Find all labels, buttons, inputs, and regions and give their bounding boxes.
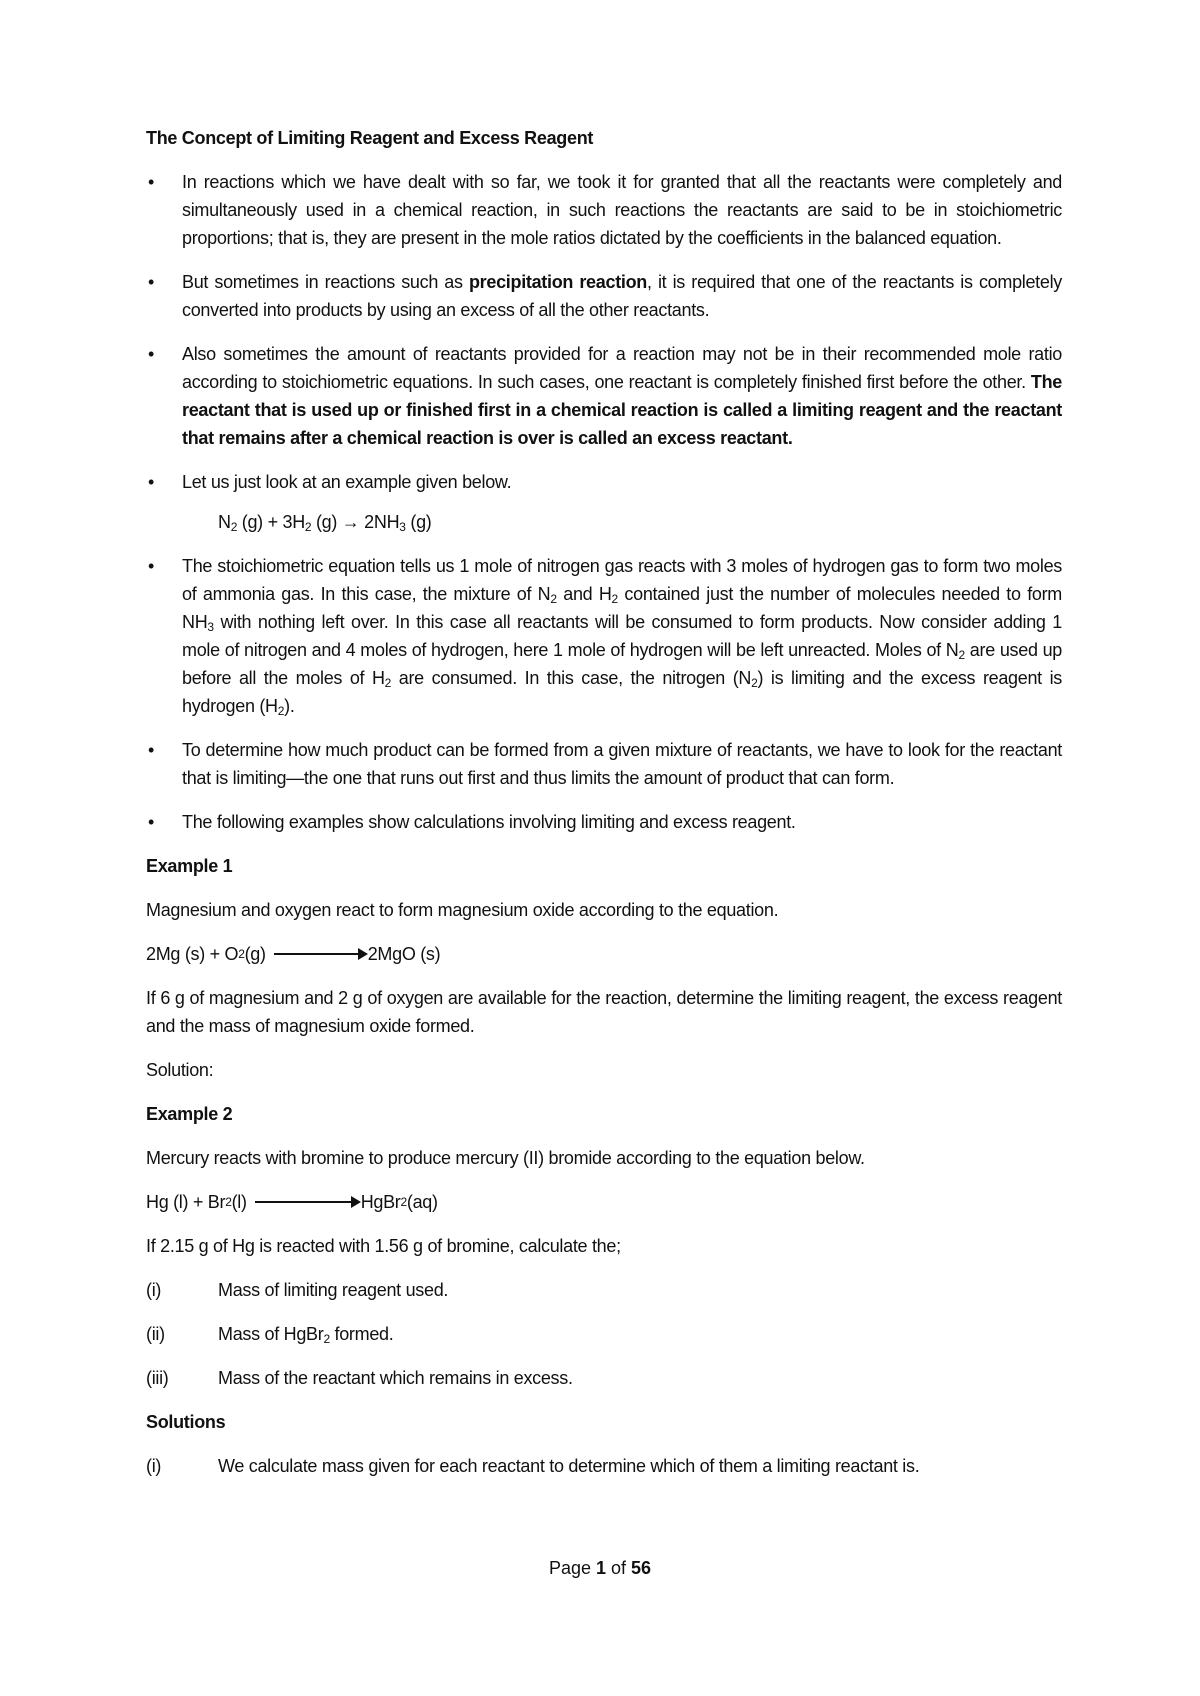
- bullet-text: contained just the number of molecules needed to form NH: [182, 584, 1062, 632]
- example-1-intro: Magnesium and oxygen react to form magnesium oxide according to the equation.: [146, 900, 779, 920]
- current-page-number: 1: [595, 1558, 606, 1578]
- bullet-text: Let us just look at an example given below.: [182, 472, 512, 492]
- bullet-text: , it is required that one of the reactants is completely converted into products by using an excess of all the other reactants.: [182, 272, 1062, 320]
- example-1-question: If 6 g of magnesium and 2 g of oxygen are available for the reaction, determine the limiting reagent, the excess reagent and the mass of magnesium oxide formed.: [146, 988, 1062, 1036]
- bullet-item: [146, 340, 1062, 452]
- bullet-text: To determine how much product can be formed from a given mixture of reactants, we have to look for the reactant that is limiting—the one that runs out first and thus limits the amount of product that can form.: [182, 740, 1062, 788]
- example-2-question: If 2.15 g of Hg is reacted with 1.56 g of bromine, calculate the;: [146, 1236, 621, 1256]
- item-text-part: formed.: [329, 1324, 394, 1344]
- definition-text: The reactant that is used up or finished first in a chemical reaction is called a limiting reagent and the reactant that remains after a chemical reaction is over is called an excess reactant.: [182, 372, 1062, 448]
- bullet-item: [146, 736, 1062, 792]
- example-1-solution-label: Solution:: [146, 1060, 214, 1080]
- equation-part: (g): [244, 944, 266, 964]
- footer-label: Page: [548, 1558, 596, 1578]
- item-number: (i): [146, 1456, 162, 1476]
- question-item: [146, 1276, 1062, 1304]
- equation-part: (g) + 3H: [237, 512, 305, 532]
- reaction-arrow-icon: [274, 953, 366, 955]
- solution-item: [146, 1452, 1062, 1480]
- section-title: The Concept of Limiting Reagent and Excess Reagent: [146, 128, 594, 148]
- item-text: Mass of the reactant which remains in excess.: [218, 1368, 573, 1388]
- total-pages: 56: [631, 1558, 652, 1578]
- subscript: 2: [958, 648, 965, 662]
- subscript: 2: [323, 1332, 330, 1346]
- item-number: (i): [146, 1280, 162, 1300]
- subscript: 2: [611, 592, 618, 606]
- item-number: (iii): [146, 1368, 169, 1388]
- reaction-arrow-icon: [255, 1201, 359, 1203]
- subscript: 2: [384, 676, 392, 690]
- bullet-text: ) is limiting and the excess reagent is hydrogen (H: [182, 668, 1062, 716]
- equation-part: 2MgO (s): [367, 944, 441, 964]
- subscript: 2: [230, 520, 238, 534]
- ammonia-equation: [146, 508, 1062, 536]
- bullet-item: [146, 808, 1062, 836]
- equation-part: (g): [405, 512, 432, 532]
- item-text-part: Mass of HgBr: [218, 1324, 324, 1344]
- bullet-text: But sometimes in reactions such as: [182, 272, 469, 292]
- equation-part: N: [218, 512, 231, 532]
- equation-part: (g) → 2NH: [311, 512, 400, 532]
- equation-part: HgBr: [360, 1192, 401, 1212]
- bullet-text: Also sometimes the amount of reactants provided for a reaction may not be in their recommended mole ratio according to stoichiometric equations. In such cases, one reactant is completely finished first before the other.: [182, 344, 1062, 392]
- bullet-text: are used up before all the moles of H: [182, 640, 1062, 688]
- example-1-heading: Example 1: [146, 856, 233, 876]
- item-text: Mass of limiting reagent used.: [218, 1280, 449, 1300]
- equation-part: Hg (l) + Br: [146, 1192, 226, 1212]
- item-text: [218, 1320, 393, 1348]
- bullet-glyph: •: [148, 344, 155, 364]
- bullet-glyph: •: [148, 556, 155, 576]
- mercury-equation: Hg (l) + Br 2 (l) HgBr 2 (aq): [146, 1188, 1062, 1216]
- equation-part: (l): [231, 1192, 247, 1212]
- bullet-text: ).: [284, 696, 295, 716]
- bullet-item: [146, 268, 1062, 324]
- bullet-text: with nothing left over. In this case all reactants will be consumed to form products. Now consider adding 1 mole of nitrogen and 4 moles of hydrogen, here 1 mole of hydrogen will be left unreacted. Moles of N: [182, 612, 1062, 660]
- footer-label: of: [606, 1558, 632, 1578]
- subscript: 2: [550, 592, 557, 606]
- concept-bullet-list: [146, 168, 1062, 496]
- bullet-glyph: •: [148, 272, 155, 292]
- bullet-glyph: •: [148, 172, 155, 192]
- bold-term: precipitation reaction: [468, 272, 647, 292]
- bullet-text: The stoichiometric equation tells us 1 mole of nitrogen gas reacts with 3 moles of hydrogen gas to form two moles of ammonia gas. In this case, the mixture of N: [182, 556, 1062, 604]
- equation-part: (aq): [406, 1192, 438, 1212]
- page-content: [146, 124, 1062, 1496]
- subscript: 3: [207, 620, 214, 634]
- bullet-glyph: •: [148, 812, 155, 832]
- item-number: (ii): [146, 1324, 165, 1344]
- solutions-heading: Solutions: [146, 1412, 226, 1432]
- bullet-text: In reactions which we have dealt with so far, we took it for granted that all the reactants were completely and simultaneously used in a chemical reaction, in such reactions the reactants are said to be in stoichiometric proportions; that is, they are present in the mole ratios dictated by the coefficients in the balanced equation.: [182, 172, 1062, 248]
- example-2-intro: Mercury reacts with bromine to produce mercury (II) bromide according to the equation below.: [146, 1148, 865, 1168]
- subscript: 2: [277, 704, 285, 718]
- bullet-item: [146, 468, 1062, 496]
- subscript: 2: [751, 676, 758, 690]
- item-text: We calculate mass given for each reactant to determine which of them a limiting reactant is.: [218, 1456, 920, 1476]
- example-2-heading: Example 2: [146, 1104, 233, 1124]
- subscript: 2: [304, 520, 312, 534]
- bullet-text: and H: [556, 584, 612, 604]
- equation-part: 2Mg (s) + O: [146, 944, 239, 964]
- bullet-text: The following examples show calculations involving limiting and excess reagent.: [182, 812, 796, 832]
- bullet-item: [146, 168, 1062, 252]
- bullet-glyph: •: [148, 472, 155, 492]
- subscript: 3: [399, 520, 406, 534]
- page-footer: [0, 1554, 1200, 1582]
- bullet-item: [146, 552, 1062, 720]
- question-item: [146, 1320, 1062, 1348]
- explanation-bullet-list: [146, 552, 1062, 836]
- bullet-glyph: •: [148, 740, 155, 760]
- bullet-text: are consumed. In this case, the nitrogen (N: [391, 668, 752, 688]
- question-item: [146, 1364, 1062, 1392]
- magnesium-equation: 2Mg (s) + O 2 (g) 2MgO (s): [146, 940, 1062, 968]
